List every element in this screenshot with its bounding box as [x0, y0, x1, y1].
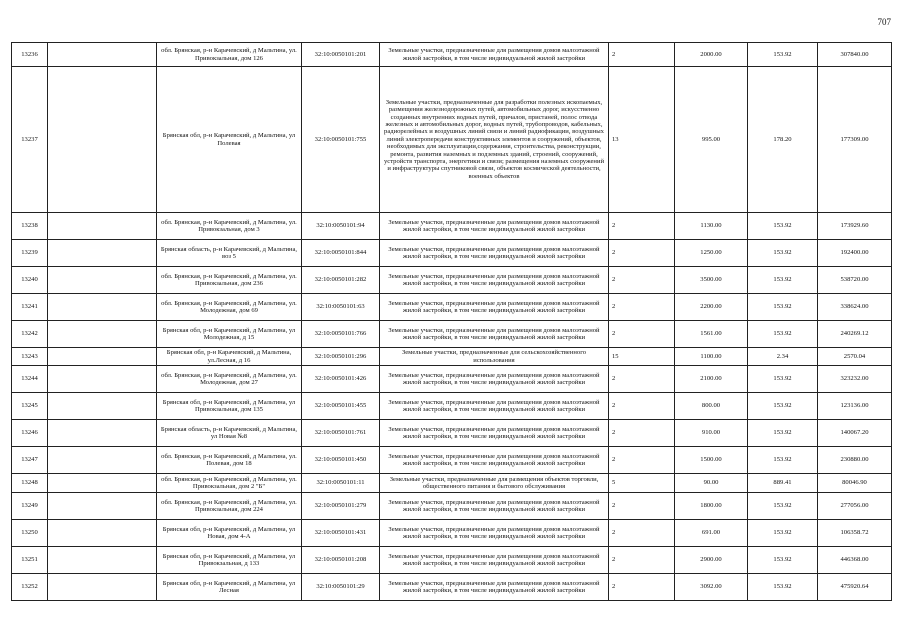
area-cell: 90.00	[675, 474, 748, 493]
row-number: 13251	[12, 547, 48, 574]
gap	[48, 474, 157, 493]
cadastral-number: 32:10:0050101:761	[302, 420, 380, 447]
table-row	[12, 493, 892, 520]
rate-cell: 153.92	[748, 420, 818, 447]
area-cell: 691.00	[675, 520, 748, 547]
address-cell: обл. Брянская, р-н Карачевский, д Мальтина, ул. Полевая, дом 18	[157, 447, 302, 474]
address-cell: Брянская обл, р-н Карачевский, д Мальтина, ул Молодежная, д 15	[157, 321, 302, 348]
gap	[48, 294, 157, 321]
table-row	[12, 393, 892, 420]
land-use-description: Земельные участки, предназначенные для размещения домов малоэтажной жилой застройки, в том числе индивидуальной жилой застройки	[380, 547, 609, 574]
rate-cell: 153.92	[748, 447, 818, 474]
area-cell: 1561.00	[675, 321, 748, 348]
rate-cell: 153.92	[748, 574, 818, 601]
cadastral-value: 140067.20	[818, 420, 892, 447]
row-number: 13245	[12, 393, 48, 420]
rate-cell: 153.92	[748, 393, 818, 420]
cadastral-number: 32:10:0050101:455	[302, 393, 380, 420]
row-number: 13240	[12, 267, 48, 294]
land-use-description: Земельные участки, предназначенные для размещения домов малоэтажной жилой застройки, в том числе индивидуальной жилой застройки	[380, 447, 609, 474]
area-cell: 995.00	[675, 67, 748, 213]
rate-cell: 153.92	[748, 213, 818, 240]
address-cell: Брянская обл, р-н Карачевский, д Мальтина, ул Лесная	[157, 574, 302, 601]
row-number: 13241	[12, 294, 48, 321]
cadastral-value: 123136.00	[818, 393, 892, 420]
rate-cell: 153.92	[748, 240, 818, 267]
gap	[48, 520, 157, 547]
table-row	[12, 520, 892, 547]
address-cell: обл. Брянская, р-н Карачевский, д Мальтина, ул. Привокзальная, дом 236	[157, 267, 302, 294]
use-code: 2	[609, 420, 675, 447]
rate-cell: 153.92	[748, 321, 818, 348]
use-code: 2	[609, 393, 675, 420]
land-use-description: Земельные участки, предназначенные для размещения домов малоэтажной жилой застройки, в том числе индивидуальной жилой застройки	[380, 393, 609, 420]
land-use-description: Земельные участки, предназначенные для размещения домов малоэтажной жилой застройки, в том числе индивидуальной жилой застройки	[380, 43, 609, 67]
rate-cell: 2.34	[748, 348, 818, 366]
cadastral-number: 32:10:0050101:29	[302, 574, 380, 601]
address-cell: обл. Брянская, р-н Карачевский, д Мальтина, ул. Привокзальная, дом 3	[157, 213, 302, 240]
land-use-description: Земельные участки, предназначенные для размещения домов малоэтажной жилой застройки, в том числе индивидуальной жилой застройки	[380, 213, 609, 240]
address-cell: Брянская область, р-н Карачевский, д Мальтина, ул Новая №8	[157, 420, 302, 447]
cadastral-number: 32:10:0050101:766	[302, 321, 380, 348]
use-code: 2	[609, 547, 675, 574]
cadastral-number: 32:10:0050101:450	[302, 447, 380, 474]
address-cell: Брянская обл, р-н Карачевский, д Мальтина, ул Полевая	[157, 67, 302, 213]
use-code: 2	[609, 520, 675, 547]
row-number: 13248	[12, 474, 48, 493]
cadastral-number: 32:10:0050101:94	[302, 213, 380, 240]
address-cell: Брянская область, р-н Карачевский, д Мальтина, воз 5	[157, 240, 302, 267]
land-use-description: Земельные участки, предназначенные для сельскохозяйственного использования	[380, 348, 609, 366]
row-number: 13244	[12, 366, 48, 393]
row-number: 13249	[12, 493, 48, 520]
area-cell: 2000.00	[675, 43, 748, 67]
rate-cell: 889.41	[748, 474, 818, 493]
cadastral-value: 192400.00	[818, 240, 892, 267]
table-row	[12, 447, 892, 474]
row-number: 13246	[12, 420, 48, 447]
table-row	[12, 420, 892, 447]
cadastral-value: 240269.12	[818, 321, 892, 348]
address-cell: обл. Брянская, р-н Карачевский, д Мальтина, ул. Молодежная, дом 27	[157, 366, 302, 393]
cadastral-value: 307840.00	[818, 43, 892, 67]
land-registry-table	[11, 42, 892, 601]
use-code: 2	[609, 240, 675, 267]
row-number: 13237	[12, 67, 48, 213]
cadastral-number: 32:10:0050101:201	[302, 43, 380, 67]
row-number: 13252	[12, 574, 48, 601]
rate-cell: 153.92	[748, 267, 818, 294]
use-code: 2	[609, 493, 675, 520]
area-cell: 1100.00	[675, 348, 748, 366]
table-row	[12, 294, 892, 321]
use-code: 2	[609, 267, 675, 294]
area-cell: 1130.00	[675, 213, 748, 240]
use-code: 2	[609, 574, 675, 601]
cadastral-number: 32:10:0050101:296	[302, 348, 380, 366]
address-cell: Брянская обл, р-н Карачевский, д Мальтина, ул Новая, дом 4-А	[157, 520, 302, 547]
address-cell: Брянская обл, р-н Карачевский, д Мальтина, ул Привокзальная, дом 135	[157, 393, 302, 420]
land-use-description: Земельные участки, предназначенные для размещения домов малоэтажной жилой застройки, в том числе индивидуальной жилой застройки	[380, 493, 609, 520]
address-cell: обл. Брянская, р-н Карачевский, д Мальтина, ул. Привокзальная, дом 224	[157, 493, 302, 520]
cadastral-value: 2570.04	[818, 348, 892, 366]
cadastral-value: 323232.00	[818, 366, 892, 393]
land-use-description: Земельные участки, предназначенные для размещения домов малоэтажной жилой застройки, в том числе индивидуальной жилой застройки	[380, 520, 609, 547]
cadastral-value: 277056.00	[818, 493, 892, 520]
gap	[48, 67, 157, 213]
land-use-description: Земельные участки, предназначенные для размещения домов малоэтажной жилой застройки, в том числе индивидуальной жилой застройки	[380, 321, 609, 348]
area-cell: 3500.00	[675, 267, 748, 294]
area-cell: 3092.00	[675, 574, 748, 601]
gap	[48, 493, 157, 520]
table-row	[12, 267, 892, 294]
land-use-description: Земельные участки, предназначенные для размещения домов малоэтажной жилой застройки, в том числе индивидуальной жилой застройки	[380, 267, 609, 294]
cadastral-value: 177309.00	[818, 67, 892, 213]
table-row	[12, 67, 892, 213]
area-cell: 1250.00	[675, 240, 748, 267]
area-cell: 2900.00	[675, 547, 748, 574]
rate-cell: 178.20	[748, 67, 818, 213]
cadastral-number: 32:10:0050101:63	[302, 294, 380, 321]
table-row	[12, 474, 892, 493]
row-number: 13239	[12, 240, 48, 267]
cadastral-number: 32:10:0050101:279	[302, 493, 380, 520]
rate-cell: 153.92	[748, 43, 818, 67]
gap	[48, 321, 157, 348]
use-code: 2	[609, 366, 675, 393]
land-use-description: Земельные участки, предназначенные для размещения домов малоэтажной жилой застройки, в том числе индивидуальной жилой застройки	[380, 420, 609, 447]
row-number: 13242	[12, 321, 48, 348]
gap	[48, 574, 157, 601]
area-cell: 910.00	[675, 420, 748, 447]
address-cell: обл. Брянская, р-н Карачевский, д Мальтина, ул. Привокзальная, дом 2 "Б"	[157, 474, 302, 493]
land-use-description: Земельные участки, предназначенные для размещения домов малоэтажной жилой застройки, в том числе индивидуальной жилой застройки	[380, 240, 609, 267]
cadastral-number: 32:10:0050101:208	[302, 547, 380, 574]
cadastral-value: 446368.00	[818, 547, 892, 574]
address-cell: обл. Брянская, р-н Карачевский, д Мальтина, ул. Молодежная, дом 69	[157, 294, 302, 321]
cadastral-number: 32:10:0050101:431	[302, 520, 380, 547]
table-row	[12, 348, 892, 366]
use-code: 2	[609, 294, 675, 321]
land-use-description: Земельные участки, предназначенные для размещения домов малоэтажной жилой застройки, в том числе индивидуальной жилой застройки	[380, 574, 609, 601]
area-cell: 800.00	[675, 393, 748, 420]
table-row	[12, 574, 892, 601]
land-use-description: Земельные участки, предназначенные для размещения домов малоэтажной жилой застройки, в том числе индивидуальной жилой застройки	[380, 366, 609, 393]
cadastral-value: 106358.72	[818, 520, 892, 547]
cadastral-value: 173929.60	[818, 213, 892, 240]
cadastral-value: 80046.90	[818, 474, 892, 493]
use-code: 15	[609, 348, 675, 366]
area-cell: 1800.00	[675, 493, 748, 520]
gap	[48, 547, 157, 574]
gap	[48, 240, 157, 267]
cadastral-number: 32:10:0050101:426	[302, 366, 380, 393]
gap	[48, 267, 157, 294]
cadastral-value: 230880.00	[818, 447, 892, 474]
cadastral-number: 32:10:0050101:844	[302, 240, 380, 267]
address-cell: Брянская обл, р-н Карачевский, д Мальтина, ул Привокзальная, д 133	[157, 547, 302, 574]
rate-cell: 153.92	[748, 520, 818, 547]
use-code: 2	[609, 213, 675, 240]
table-row	[12, 547, 892, 574]
rate-cell: 153.92	[748, 493, 818, 520]
rate-cell: 153.92	[748, 366, 818, 393]
cadastral-value: 538720.00	[818, 267, 892, 294]
area-cell: 2100.00	[675, 366, 748, 393]
land-use-description: Земельные участки, предназначенные для размещения домов малоэтажной жилой застройки, в том числе индивидуальной жилой застройки	[380, 294, 609, 321]
use-code: 2	[609, 321, 675, 348]
address-cell: Брянская обл, р-н Карачевский, д Мальтина, ул.Лесная, д 16	[157, 348, 302, 366]
area-cell: 1500.00	[675, 447, 748, 474]
use-code: 2	[609, 43, 675, 67]
row-number: 13236	[12, 43, 48, 67]
table-row	[12, 366, 892, 393]
land-use-description: Земельные участки, предназначенные для разработки полезных ископаемых, размещения железнодорожных путей, автомобильных дорог, искусственно созданных внутренних водных путей, причалов, пристаней, полос отвода железных и автомобильных дорог, водных путей, трубопроводов, кабельных, радиорелейных и воздушных линий связи и линий радиофикации, воздушных линий электропередачи конструктивных элементов и сооружений, объектов, необходимых для эксплуатации,содержания, строительства, реконструкции, ремонта, развития наземных и подземных зданий, строений, сооружений, устройств транспорта, энергетики и связи; размещения наземных сооружений и инфраструктуры спутниковой связи, объектов космической деятельности, военных объектов	[380, 67, 609, 213]
table-row	[12, 321, 892, 348]
cadastral-value: 475920.64	[818, 574, 892, 601]
cadastral-value: 338624.00	[818, 294, 892, 321]
row-number: 13243	[12, 348, 48, 366]
gap	[48, 213, 157, 240]
gap	[48, 366, 157, 393]
use-code: 2	[609, 447, 675, 474]
area-cell: 2200.00	[675, 294, 748, 321]
cadastral-number: 32:10:0050101:282	[302, 267, 380, 294]
gap	[48, 447, 157, 474]
address-cell: обл. Брянская, р-н Карачевский, д Мальтина, ул. Привокзальная, дом 126	[157, 43, 302, 67]
use-code: 13	[609, 67, 675, 213]
gap	[48, 43, 157, 67]
row-number: 13238	[12, 213, 48, 240]
land-use-description: Земельные участки, предназначенные для размещения объектов торговли, общественного питания и бытового обслуживания	[380, 474, 609, 493]
rate-cell: 153.92	[748, 294, 818, 321]
gap	[48, 393, 157, 420]
table-body	[12, 43, 892, 601]
use-code: 5	[609, 474, 675, 493]
cadastral-number: 32:10:0050101:755	[302, 67, 380, 213]
page-number: 707	[877, 17, 891, 27]
gap	[48, 348, 157, 366]
table-row	[12, 43, 892, 67]
gap	[48, 420, 157, 447]
row-number: 13250	[12, 520, 48, 547]
table-row	[12, 213, 892, 240]
row-number: 13247	[12, 447, 48, 474]
rate-cell: 153.92	[748, 547, 818, 574]
cadastral-number: 32:10:0050101:11	[302, 474, 380, 493]
table-row	[12, 240, 892, 267]
